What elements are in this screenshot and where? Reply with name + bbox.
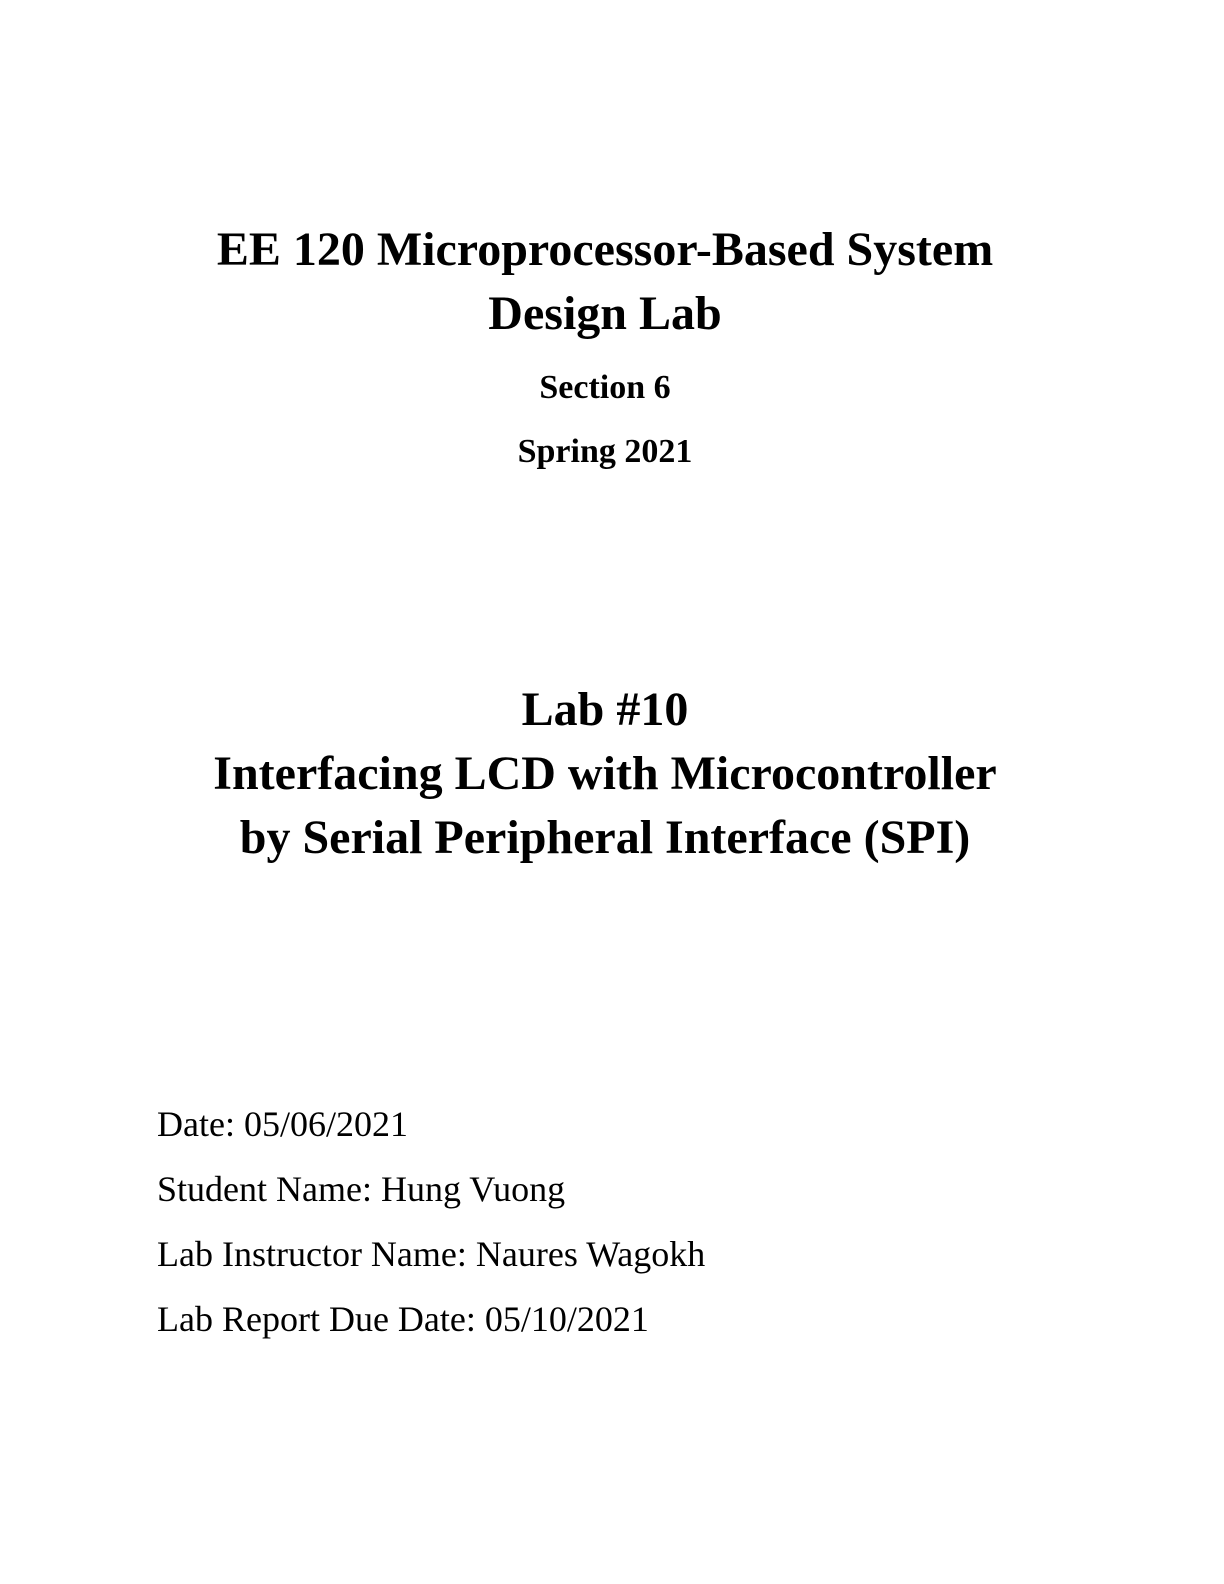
lab-number: Lab #10 — [521, 683, 689, 736]
instructor-name: Lab Instructor Name: Naures Wagokh — [157, 1234, 706, 1274]
course-title-line-1: EE 120 Microprocessor-Based System — [216, 223, 994, 276]
report-info — [157, 1092, 1057, 1352]
report-due-date: Lab Report Due Date: 05/10/2021 — [157, 1299, 649, 1339]
course-header — [0, 218, 1210, 472]
lab-header — [0, 678, 1210, 870]
course-section: Section 6 — [539, 369, 671, 406]
lab-title-line-2: by Serial Peripheral Interface (SPI) — [239, 811, 971, 864]
student-name: Student Name: Hung Vuong — [157, 1169, 566, 1209]
lab-title-line-1: Interfacing LCD with Microcontroller — [213, 747, 997, 800]
report-date: Date: 05/06/2021 — [157, 1104, 408, 1144]
course-title-line-2: Design Lab — [488, 287, 722, 340]
course-term: Spring 2021 — [517, 433, 693, 470]
